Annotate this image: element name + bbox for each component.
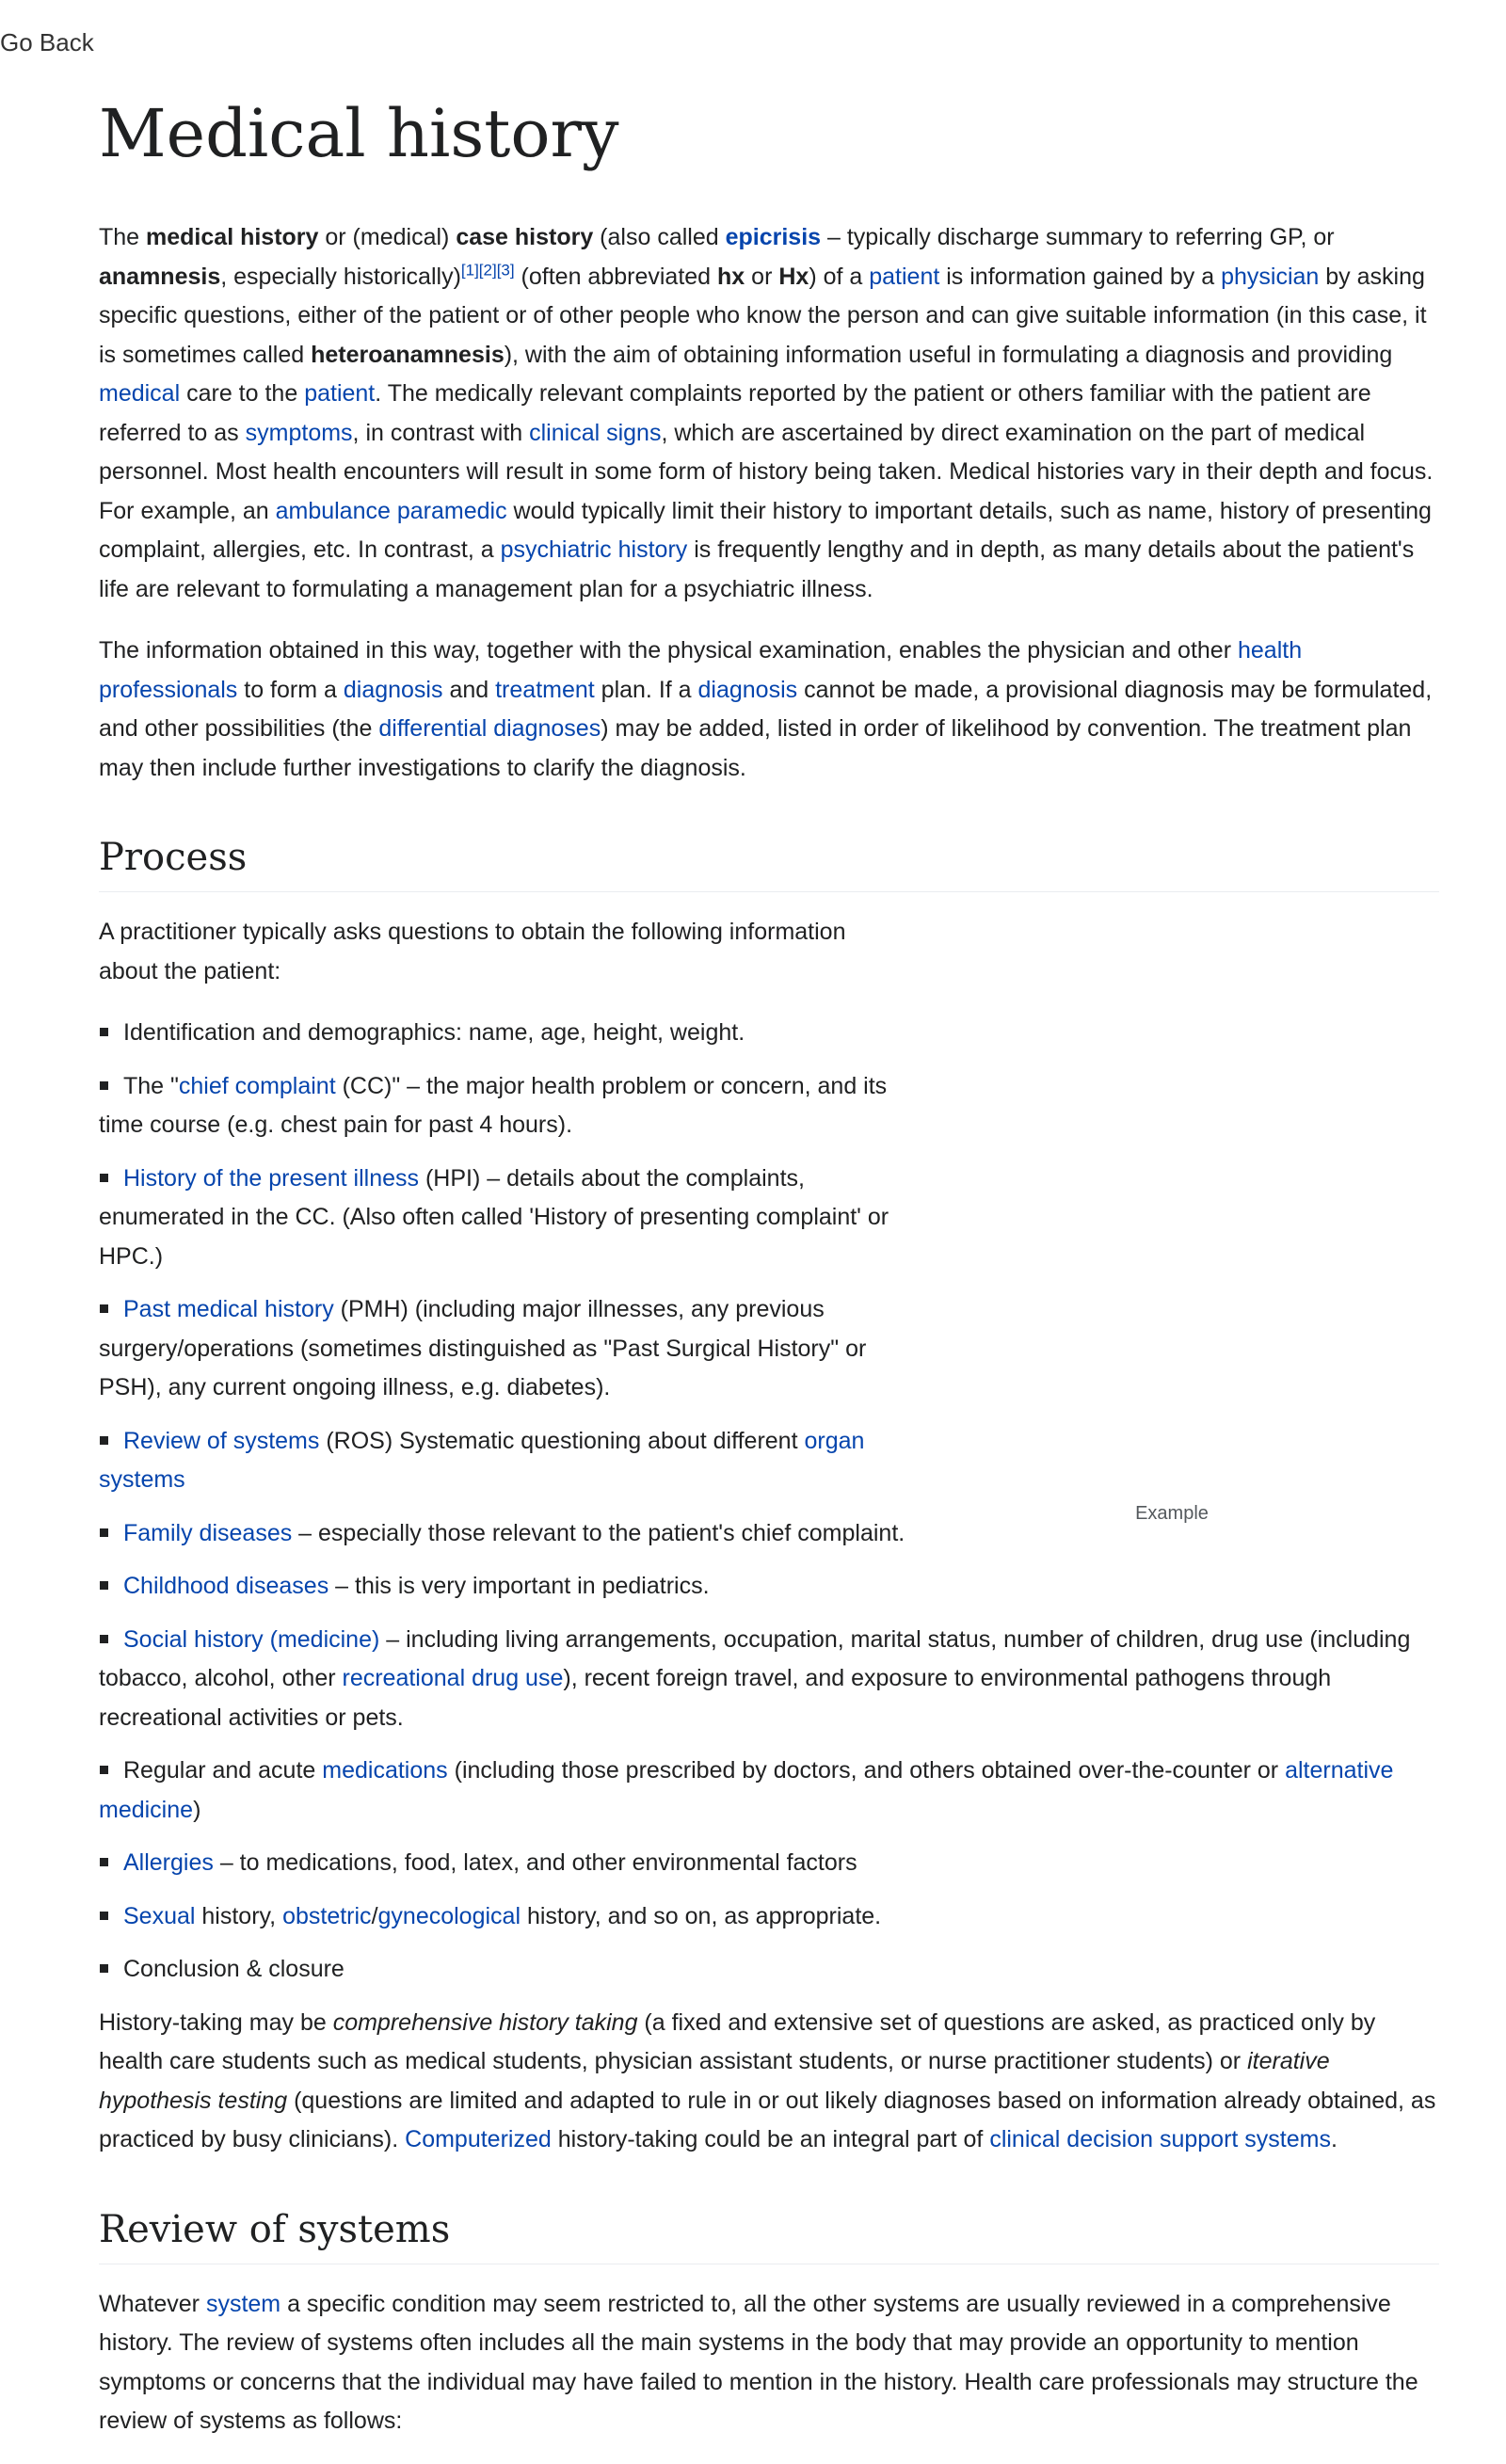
bold-term: Hx — [778, 263, 809, 290]
link-sexual[interactable]: Sexual — [123, 1902, 196, 1929]
italic-term: comprehensive history taking — [332, 2008, 638, 2036]
bullet-icon — [100, 1581, 108, 1590]
text: The information obtained in this way, together with the physical examination, enables the physician and other — [99, 637, 1238, 664]
bullet-icon — [100, 1858, 108, 1866]
list-item — [99, 1514, 927, 1554]
text: or (medical) — [318, 224, 457, 250]
text: is frequently lengthy and in depth, as many details about the patient's life are relevant to formulating a management plan for a psychiatric illness. — [99, 536, 1415, 602]
list-item — [99, 1290, 927, 1408]
bold-term: case history — [456, 224, 594, 250]
reference-2-link[interactable]: [2] — [478, 261, 497, 280]
bullet-icon — [100, 1528, 108, 1537]
link-childhood-diseases[interactable]: Childhood diseases — [123, 1573, 329, 1599]
list-item — [99, 1950, 1439, 1990]
bullet-icon — [100, 1304, 108, 1313]
link-past-medical-history[interactable]: Past medical history — [123, 1296, 334, 1322]
text: ) — [193, 1796, 201, 1823]
text: / — [371, 1902, 378, 1929]
text: (PMH) (including major illnesses, any previous surgery/operations (sometimes distinguished as "Past Surgical History" or PSH), any current ongoing illness, e.g. diabetes). — [99, 1296, 867, 1400]
bullet-icon — [100, 1436, 108, 1445]
process-intro: A practitioner typically asks questions to obtain the following information about the patient: — [99, 919, 846, 984]
article — [99, 75, 1439, 2464]
section-heading-process: Process — [99, 833, 1439, 892]
text: . The medically relevant complaints reported by the patient or others familiar with the patient are referred to as — [99, 380, 1371, 446]
text: – to medications, food, latex, and other environmental factors — [213, 1849, 857, 1876]
text: ) of a — [809, 263, 870, 290]
link-gynecological[interactable]: gynecological — [377, 1902, 521, 1929]
bullet-icon — [100, 1766, 108, 1774]
list-item — [99, 1014, 927, 1053]
link-psychiatric-history[interactable]: psychiatric history — [500, 536, 688, 563]
text: to form a — [237, 676, 344, 703]
text: plan. If a — [594, 676, 698, 703]
text: history, and so on, as appropriate. — [521, 1902, 882, 1929]
link-physician[interactable]: physician — [1221, 263, 1320, 290]
link-treatment[interactable]: treatment — [495, 676, 595, 703]
link-diagnosis[interactable]: diagnosis — [343, 676, 443, 703]
link-recreational-drug-use[interactable]: recreational drug use — [342, 1665, 564, 1691]
text: , especially historically) — [220, 263, 461, 290]
link-clinical-decision-support[interactable]: clinical decision support systems — [989, 2126, 1331, 2152]
text: care to the — [180, 380, 305, 407]
list-item — [99, 1897, 1439, 1937]
text: – including living arrangements, occupation, marital status, number of children, drug use (including tobacco, alcohol, other — [99, 1625, 1411, 1691]
text: . — [1330, 2126, 1338, 2152]
link-social-history[interactable]: Social history (medicine) — [123, 1625, 380, 1653]
section-heading-review-of-systems: Review of systems — [99, 2205, 1439, 2264]
list-item — [99, 1844, 1439, 1883]
link-allergies[interactable]: Allergies — [123, 1849, 214, 1876]
link-alternative-medicine[interactable]: alternative medicine — [99, 1757, 1394, 1823]
text: , in contrast with — [352, 419, 530, 446]
link-history-present-illness[interactable]: History of the present illness — [123, 1164, 420, 1192]
text: history-taking could be an integral part of — [551, 2126, 990, 2152]
text: The — [99, 224, 147, 250]
link-computerized[interactable]: Computerized — [405, 2126, 552, 2152]
text: Regular and acute — [123, 1757, 323, 1784]
text: ) may be added, listed in order of likelihood by convention. The treatment plan may then include further investigations to clarify the diagnosis. — [99, 715, 1412, 781]
link-chief-complaint[interactable]: chief complaint — [178, 1072, 336, 1099]
example-figure — [1002, 979, 1341, 1525]
bullet-icon — [100, 1174, 108, 1182]
list-item — [99, 1067, 927, 1145]
text: cannot be made, a provisional diagnosis may be formulated, and other possibilities (the — [99, 676, 1433, 742]
intro-paragraph-2 — [99, 632, 1439, 788]
bullet-icon — [100, 1028, 108, 1036]
text: – typically discharge summary to referring GP, or — [821, 224, 1335, 250]
go-back-link[interactable]: Go Back — [0, 28, 94, 56]
text: by asking specific questions, either of the patient or of other people who know the person and can give suitable information (in this case, it is sometimes called — [99, 263, 1427, 368]
link-organ-systems[interactable]: organ systems — [99, 1427, 865, 1493]
text: – especially those relevant to the patient's chief complaint. — [292, 1519, 905, 1546]
text: ), with the aim of obtaining information useful in formulating a diagnosis and providing — [504, 341, 1393, 368]
text: history, — [195, 1902, 283, 1929]
text: , which are ascertained by direct examination on the part of medical personnel. Most health encounters will result in some form of history being taken. Medical histories vary in their depth and focus. For example, an — [99, 419, 1434, 524]
link-symptoms[interactable]: symptoms — [245, 419, 353, 446]
text: (CC)" – the major health problem or concern, and its time course (e.g. chest pain for past 4 hours). — [99, 1072, 888, 1138]
link-obstetric[interactable]: obstetric — [282, 1902, 372, 1929]
text: would typically limit their history to important details, such as name, history of presenting complaint, allergies, etc. In contrast, a — [99, 497, 1432, 563]
link-medical[interactable]: medical — [99, 380, 181, 407]
text: (a fixed and extensive set of questions are asked, as practiced only by health care students such as medical students, physician assistant students, or nurse practitioner students) or — [99, 2008, 1376, 2074]
list-item — [99, 1752, 1439, 1830]
text: Identification and demographics: name, age, height, weight. — [123, 1019, 745, 1046]
link-family-diseases[interactable]: Family diseases — [123, 1519, 293, 1546]
reference-1-link[interactable]: [1] — [460, 261, 479, 280]
bullet-icon — [100, 1964, 108, 1973]
text: ), recent foreign travel, and exposure to environmental pathogens through recreational activities or pets. — [99, 1665, 1332, 1731]
text: Conclusion & closure — [123, 1956, 344, 1982]
bullet-icon — [100, 1081, 108, 1090]
text: (often abbreviated — [514, 263, 718, 290]
bold-term: medical history — [146, 224, 319, 250]
page-title: Medical history — [99, 95, 619, 172]
intro-paragraph-1 — [99, 218, 1439, 609]
reference-3-link[interactable]: [3] — [496, 261, 515, 280]
link-patient[interactable]: patient — [869, 263, 940, 290]
link-ambulance-paramedic[interactable]: ambulance paramedic — [275, 497, 507, 524]
bold-term: heteroanamnesis — [311, 341, 505, 368]
text: or — [745, 263, 779, 290]
ros-paragraph — [99, 2285, 1439, 2441]
text: Whatever — [99, 2290, 206, 2317]
list-item — [99, 1160, 927, 1277]
text: – this is very important in pediatrics. — [328, 1573, 710, 1599]
link-diagnosis-2[interactable]: diagnosis — [697, 676, 798, 703]
list-item — [99, 1621, 1439, 1738]
link-health-professionals[interactable]: health professionals — [99, 637, 1303, 703]
text: a specific condition may seem restricted to, all the other systems are usually reviewed in a comprehensive history. The review of systems often includes all the main systems in the body that may provide an opportunity to mention symptoms or concerns that the individual may have failed to mention in the history. Health care professionals may structure the review of systems as follows: — [99, 2290, 1418, 2434]
text: The " — [123, 1072, 179, 1099]
link-system[interactable]: system — [205, 2290, 281, 2317]
bold-term: hx — [717, 263, 745, 290]
link-review-of-systems[interactable]: Review of systems — [123, 1427, 320, 1454]
list-item — [99, 1567, 927, 1607]
link-differential-diagnoses[interactable]: differential diagnoses — [378, 715, 601, 742]
text: and — [442, 676, 496, 703]
figure-caption: Example — [1135, 1503, 1209, 1524]
bullet-icon — [100, 1635, 108, 1643]
italic-term: iterative hypothesis testing — [99, 2048, 1330, 2114]
bullet-icon — [100, 1912, 108, 1920]
text: (questions are limited and adapted to rule in or out likely diagnoses based on information already obtained, as practiced by busy clinicians). — [99, 2087, 1436, 2152]
text: (ROS) Systematic questioning about different — [319, 1427, 805, 1454]
text: (also called — [593, 224, 726, 250]
process-outro — [99, 2004, 1439, 2160]
link-epicrisis[interactable]: epicrisis — [725, 224, 822, 250]
text: (HPI) – details about the complaints, enumerated in the CC. (Also often called 'History of presenting complaint' or HPC.) — [99, 1164, 889, 1270]
link-clinical-signs[interactable]: clinical signs — [529, 419, 662, 446]
text: (including those prescribed by doctors, and others obtained over-the-counter or — [447, 1757, 1286, 1784]
text: History-taking may be — [99, 2008, 333, 2036]
bold-term: anamnesis — [99, 263, 221, 290]
text: is information gained by a — [939, 263, 1222, 290]
link-patient-2[interactable]: patient — [304, 380, 376, 407]
list-item — [99, 1422, 927, 1500]
link-medications[interactable]: medications — [322, 1757, 448, 1784]
